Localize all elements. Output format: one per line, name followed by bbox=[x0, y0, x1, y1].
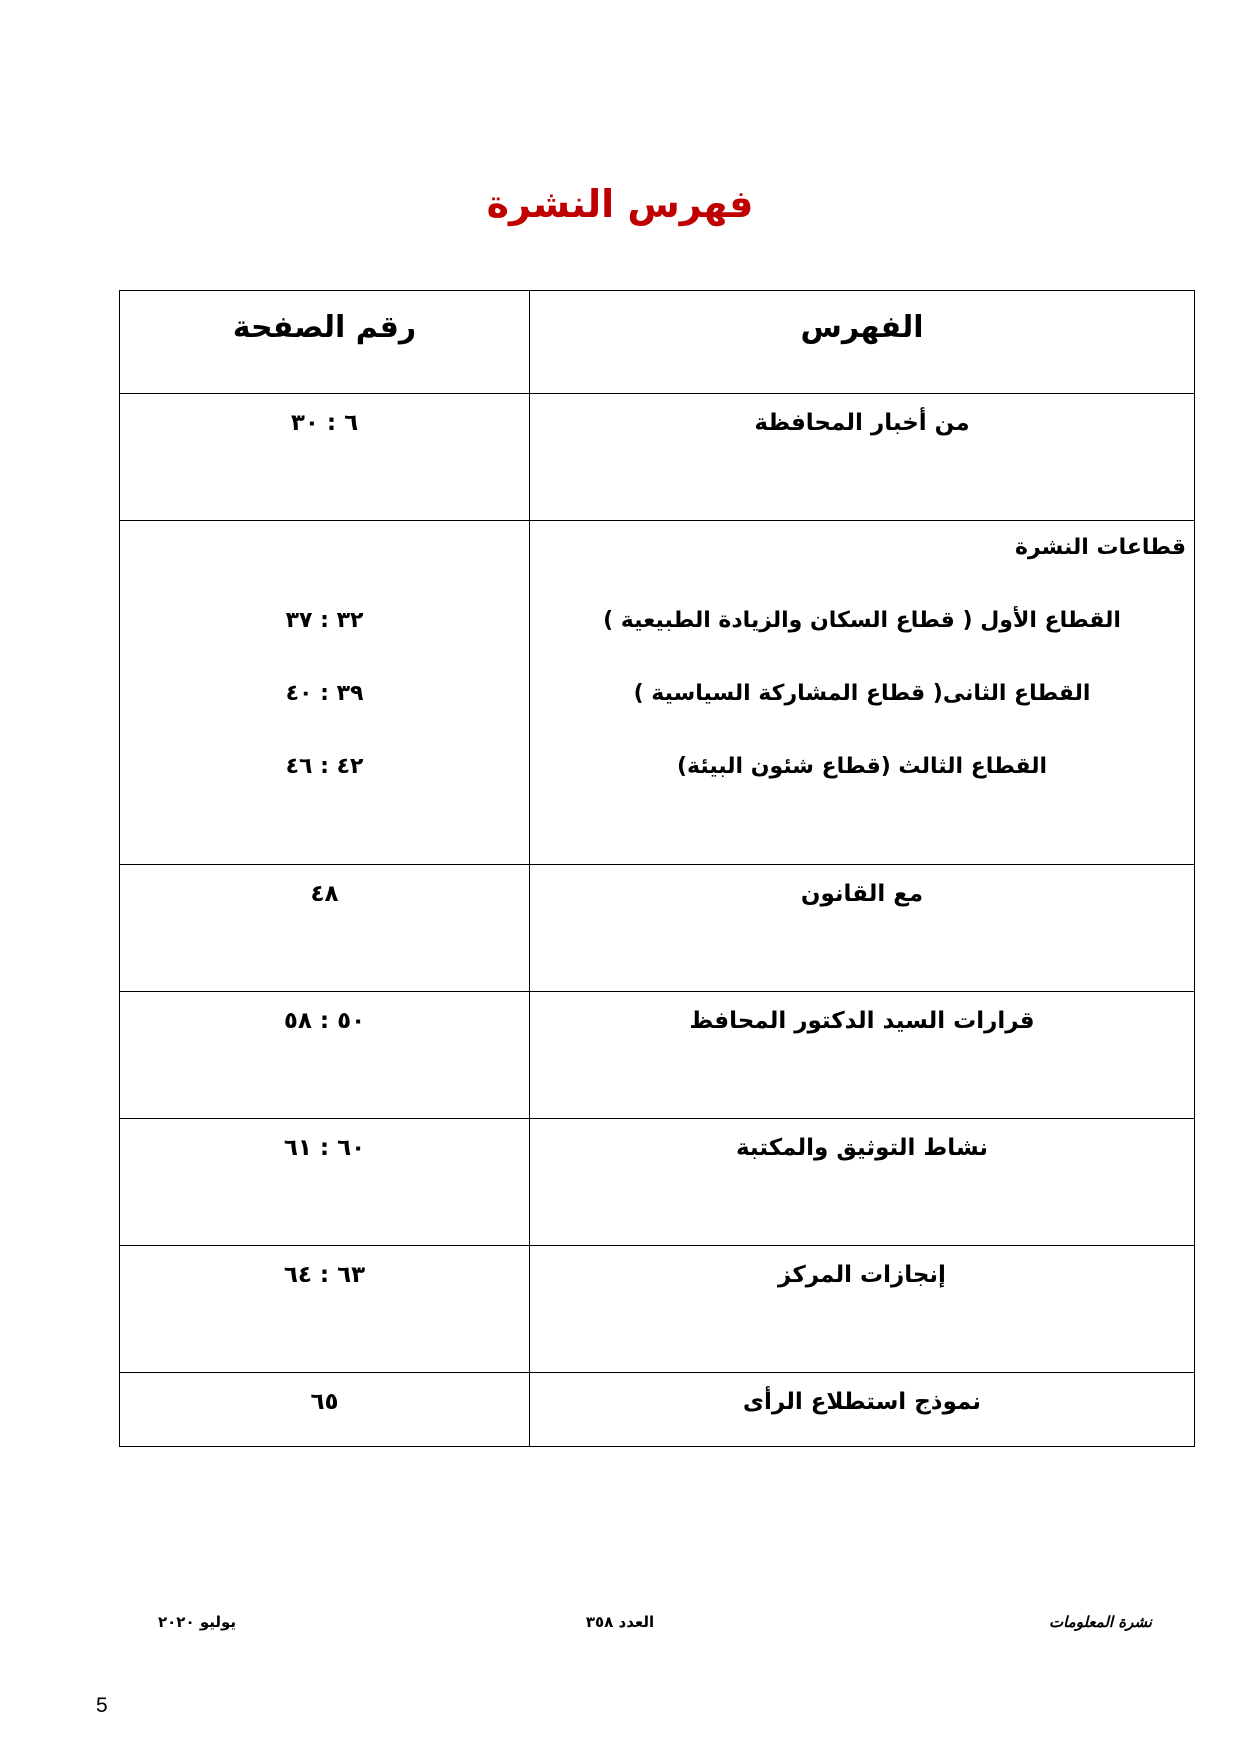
table-row bbox=[120, 992, 1195, 1119]
footer-date: يوليو ٢٠٢٠ bbox=[158, 1613, 237, 1631]
row-title: نموذج استطلاع الرأى bbox=[530, 1373, 1195, 1447]
row-pages: ٤٨ bbox=[120, 865, 530, 992]
page-number: 5 bbox=[96, 1694, 108, 1717]
sector-pages: ٣٢ : ٣٧ bbox=[285, 608, 364, 633]
footer-publication: نشرة المعلومات bbox=[1048, 1613, 1152, 1631]
index-table bbox=[119, 290, 1195, 1447]
row-pages: ٦٥ bbox=[120, 1373, 530, 1447]
page-title: فهرس النشرة bbox=[486, 182, 754, 226]
row-pages: ٦٣ : ٦٤ bbox=[120, 1246, 530, 1373]
table-header-row bbox=[120, 291, 1195, 394]
row-pages: ٦٠ : ٦١ bbox=[120, 1119, 530, 1246]
row-pages: ٥٠ : ٥٨ bbox=[120, 992, 530, 1119]
header-contents: الفهرس bbox=[530, 291, 1195, 394]
row-title: من أخبار المحافظة bbox=[530, 394, 1195, 521]
table-row bbox=[120, 1373, 1195, 1447]
sector-title: القطاع الثالث (قطاع شئون البيئة) bbox=[676, 754, 1048, 779]
footer-issue: العدد ٣٥٨ bbox=[585, 1613, 655, 1631]
table-row bbox=[120, 865, 1195, 992]
sectors-heading: قطاعات النشرة bbox=[1015, 535, 1186, 560]
table-row bbox=[120, 1119, 1195, 1246]
sectors-cell bbox=[530, 521, 1195, 865]
row-pages: ٦ : ٣٠ bbox=[120, 394, 530, 521]
sectors-row bbox=[120, 521, 1195, 865]
table-row bbox=[120, 1246, 1195, 1373]
sectors-pages-cell bbox=[120, 521, 530, 865]
row-title: مع القانون bbox=[530, 865, 1195, 992]
row-title: قرارات السيد الدكتور المحافظ bbox=[530, 992, 1195, 1119]
header-page-number: رقم الصفحة bbox=[120, 291, 530, 394]
sector-title: القطاع الثانى( قطاع المشاركة السياسية ) bbox=[633, 681, 1091, 706]
sector-title: القطاع الأول ( قطاع السكان والزيادة الطبيعية ) bbox=[603, 608, 1121, 633]
table-row bbox=[120, 394, 1195, 521]
sector-pages: ٤٢ : ٤٦ bbox=[285, 754, 364, 779]
row-title: إنجازات المركز bbox=[530, 1246, 1195, 1373]
sector-pages: ٣٩ : ٤٠ bbox=[285, 681, 364, 706]
row-title: نشاط التوثيق والمكتبة bbox=[530, 1119, 1195, 1246]
